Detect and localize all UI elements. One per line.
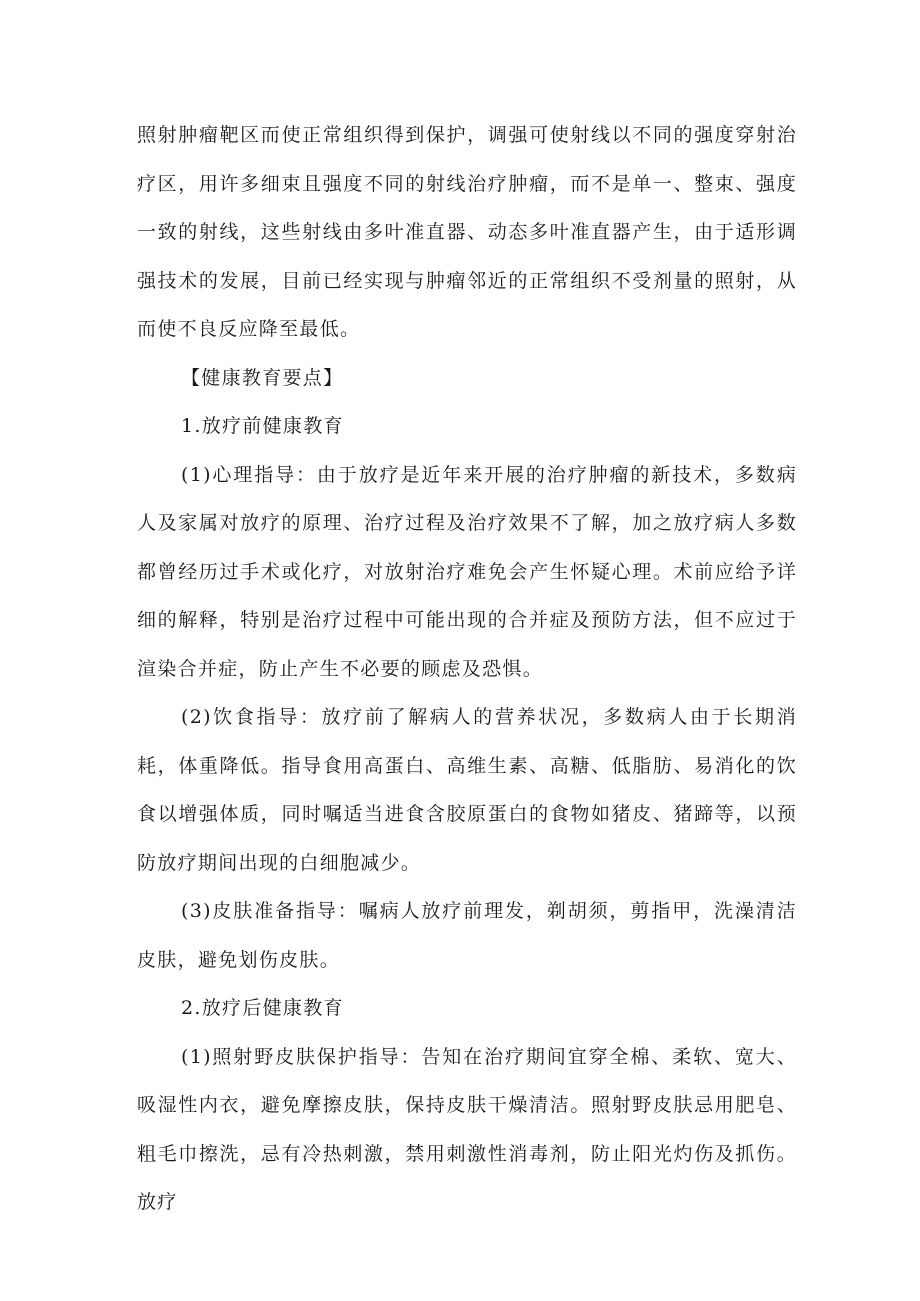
section-heading-health-education-points: 【健康教育要点】	[181, 366, 344, 389]
paragraph-diet-guidance: (2)饮食指导：放疗前了解病人的营养状况，多数病人由于长期消耗，体重降低。指导食用高蛋白、高维生素、高糖、低脂肪、易消化的饮食以增强体质，同时嘱适当进食含胶原蛋白的食物如猪皮、猪蹄等，以预防放疗期间出现的白细胞减少。	[137, 706, 797, 874]
document-body	[137, 111, 797, 1227]
paragraph-skin-protection: (1)照射野皮肤保护指导：告知在治疗期间宜穿全棉、柔软、宽大、吸湿性内衣，避免摩擦皮肤，保持皮肤干燥清洁。照射野皮肤忌用肥皂、粗毛巾擦洗，忌有冷热刺激，禁用刺激性消毒剂，防止阳光灼伤及抓伤。放疗	[137, 1045, 797, 1213]
paragraph-psychological-guidance: (1)心理指导：由于放疗是近年来开展的治疗肿瘤的新技术，多数病人及家属对放疗的原理、治疗过程及治疗效果不了解，加之放疗病人多数都曾经历过手术或化疗，对放射治疗难免会产生怀疑心理。术前应给予详细的解释，特别是治疗过程中可能出现的合并症及预防方法，但不应过于渲染合并症，防止产生不必要的顾虑及恐惧。	[137, 463, 797, 680]
paragraph-skin-preparation: (3)皮肤准备指导：嘱病人放疗前理发，剃胡须，剪指甲，洗澡清洁皮肤，避免划伤皮肤。	[137, 900, 797, 971]
subsection-heading-pre-radiotherapy: 1.放疗前健康教育	[181, 415, 344, 437]
subsection-heading-post-radiotherapy: 2.放疗后健康教育	[181, 997, 344, 1019]
paragraph-imrt-description: 照射肿瘤靶区而使正常组织得到保护，调强可使射线以不同的强度穿射治疗区，用许多细束且强度不同的射线治疗肿瘤，而不是单一、整束、强度一致的射线，这些射线由多叶准直器、动态多叶准直器产生，由于适形调强技术的发展，目前已经实现与肿瘤邻近的正常组织不受剂量的照射，从而使不良反应降至最低。	[137, 124, 797, 340]
